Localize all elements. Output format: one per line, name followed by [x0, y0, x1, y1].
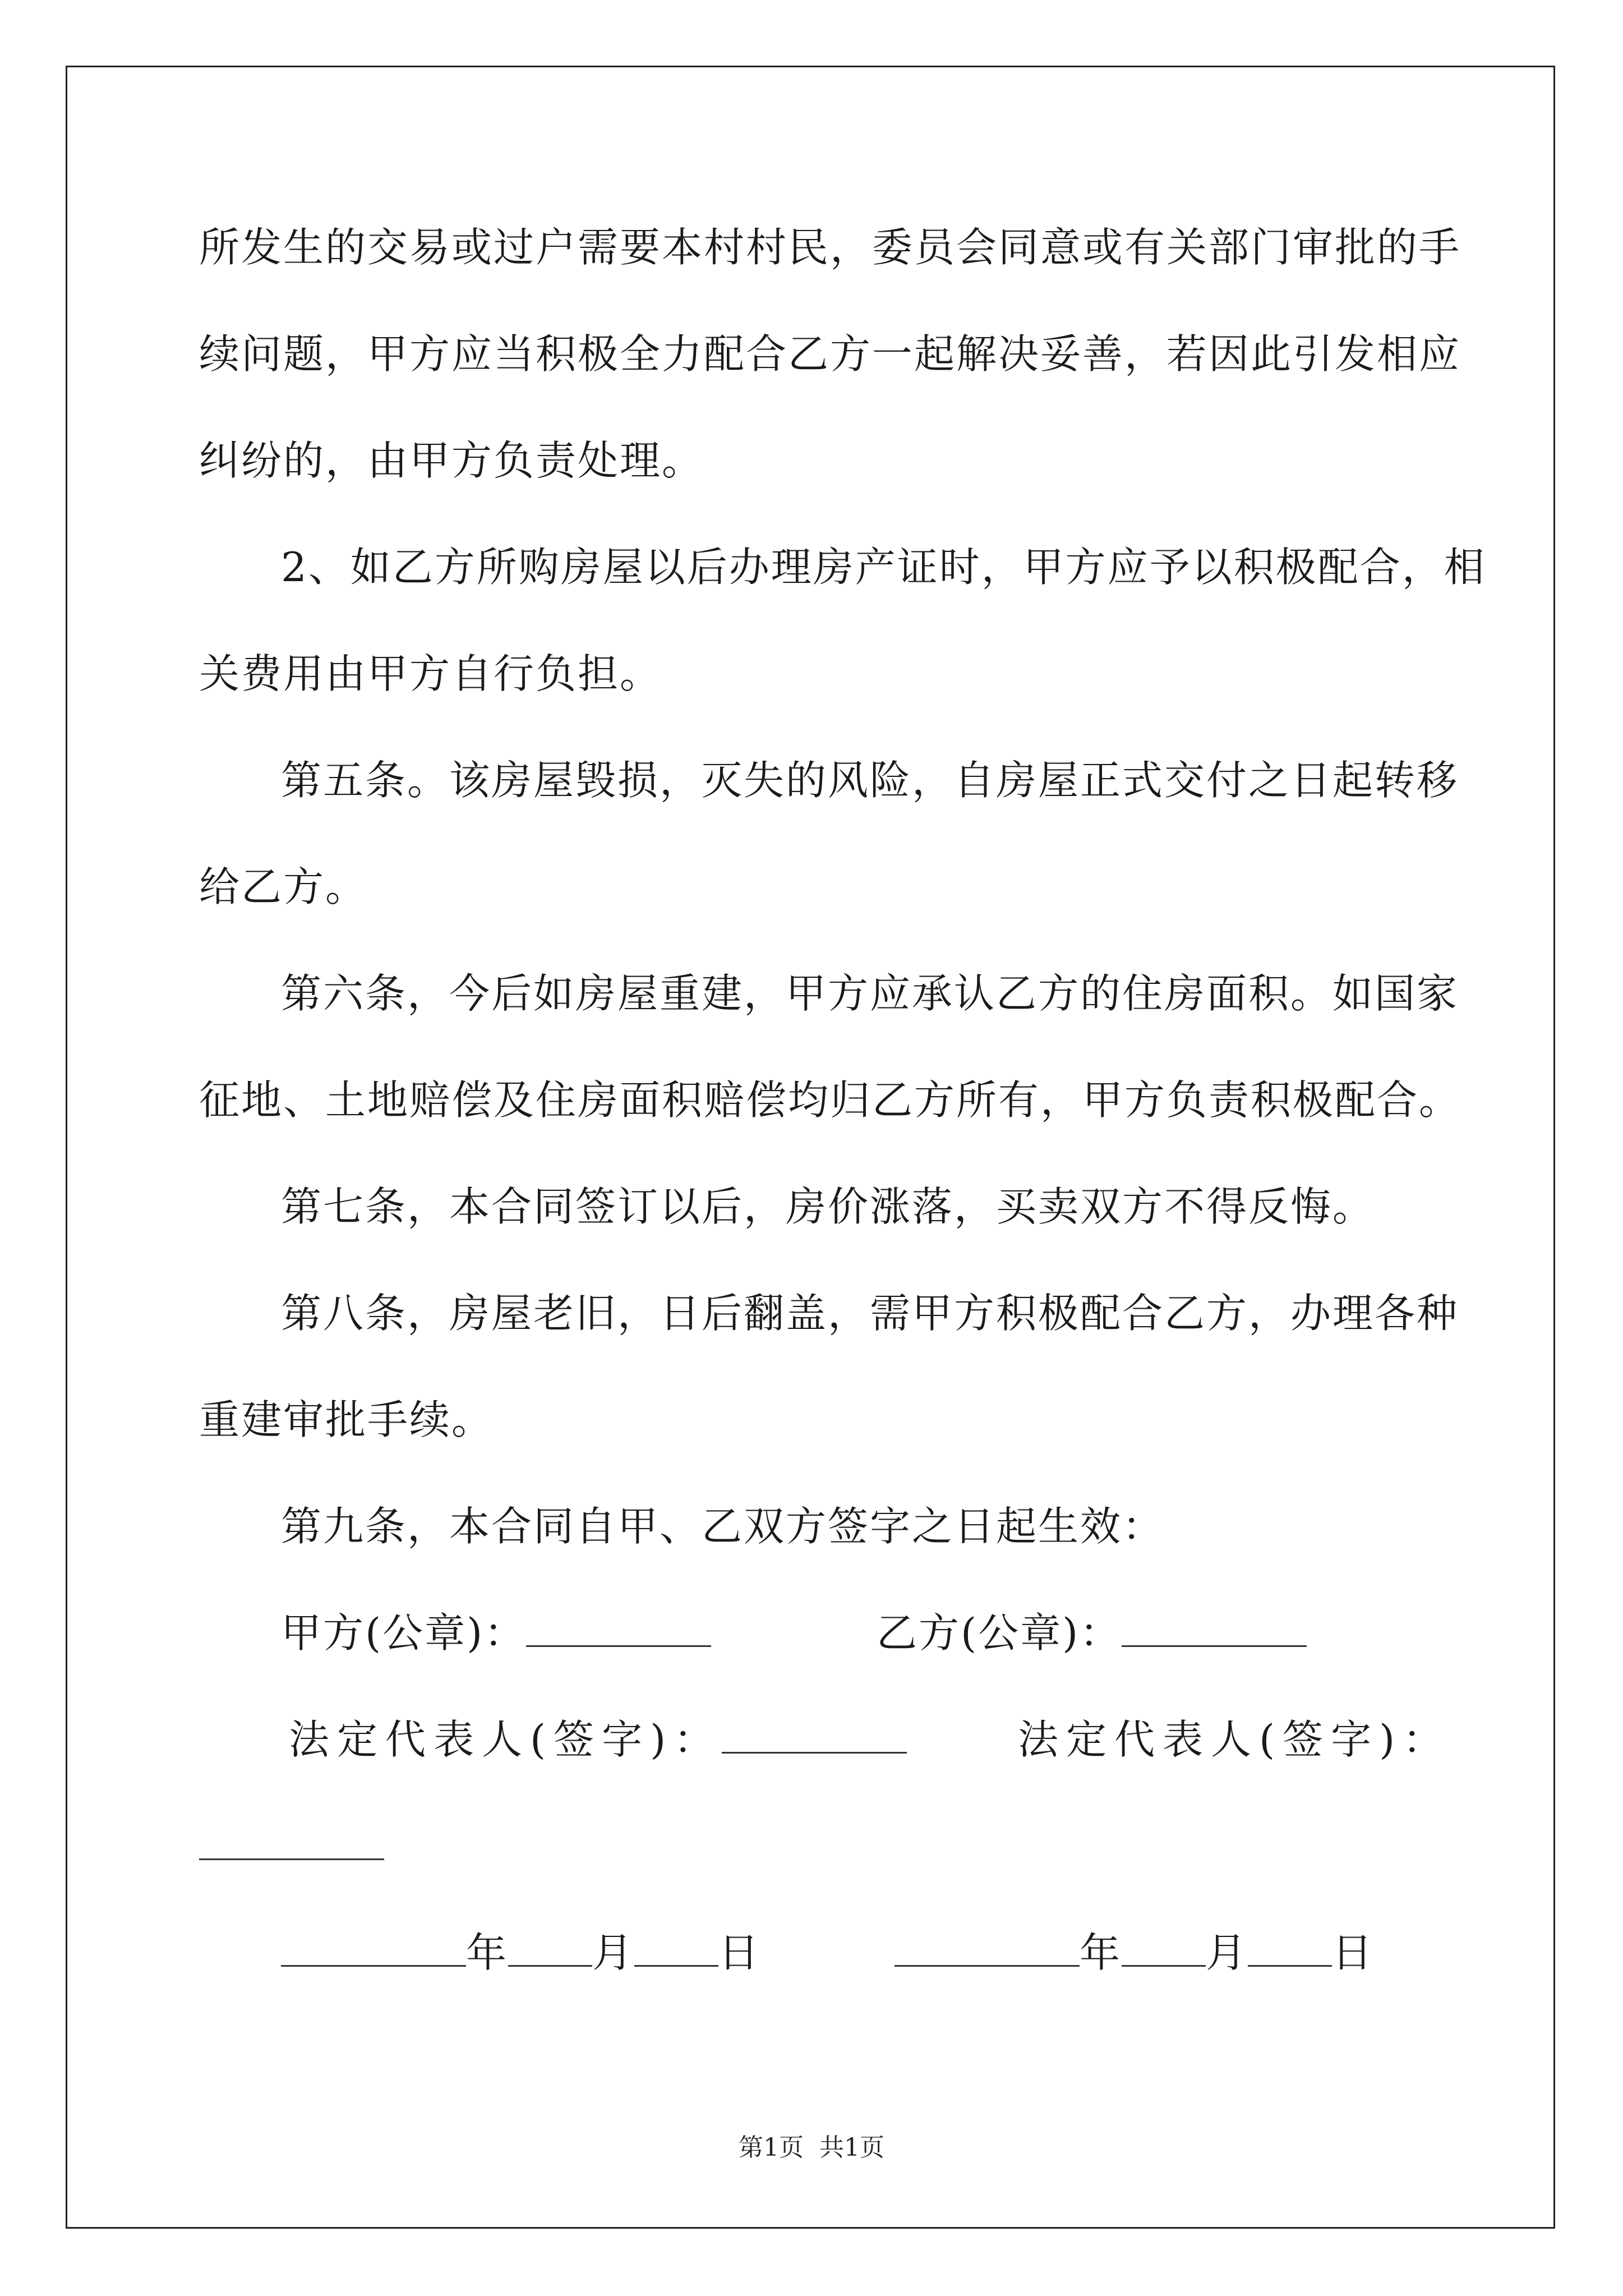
- rep-a-label: 法定代表人(签字)：: [289, 1716, 722, 1763]
- party-a-seal-blank[interactable]: [526, 1613, 711, 1647]
- paragraph-2-line-1: 2、如乙方所购房屋以后办理房产证时，甲方应予以积极配合，相: [281, 544, 1486, 591]
- rep-a-blank[interactable]: [722, 1719, 907, 1754]
- party-b-seal-row: [877, 1609, 1307, 1657]
- article-8-line-1: 第八条，房屋老旧，日后翻盖，需甲方积极配合乙方，办理各种: [281, 1290, 1459, 1337]
- date-a-day-blank[interactable]: [634, 1932, 718, 1967]
- article-5-line-1: 第五条。该房屋毁损，灭失的风险，自房屋正式交付之日起转移: [281, 757, 1459, 804]
- date-b-row: [895, 1929, 1375, 1976]
- date-b-year-blank[interactable]: [895, 1932, 1080, 1967]
- date-a-year-blank[interactable]: [281, 1932, 466, 1967]
- party-b-seal-blank[interactable]: [1122, 1613, 1307, 1647]
- page-footer: [0, 2127, 1623, 2163]
- date-b-day-blank[interactable]: [1248, 1932, 1332, 1967]
- page-number: 第1页: [739, 2133, 804, 2162]
- article-6-line-2: 征地、土地赔偿及住房面积赔偿均归乙方所有，甲方负责积极配合。: [199, 1076, 1461, 1124]
- rep-b-row: [1018, 1716, 1451, 1763]
- paragraph-2-line-2: 关费用由甲方自行负担。: [199, 650, 662, 697]
- date-a-year-label: 年: [466, 1929, 509, 1976]
- rep-b-label: 法定代表人(签字)：: [1018, 1716, 1451, 1763]
- date-a-month-blank[interactable]: [508, 1932, 592, 1967]
- article-5-line-2: 给乙方。: [199, 863, 368, 910]
- article-6-line-1: 第六条，今后如房屋重建，甲方应承认乙方的住房面积。如国家: [281, 970, 1459, 1017]
- article-8-line-2: 重建审批手续。: [199, 1396, 494, 1443]
- date-a-month-label: 月: [592, 1929, 635, 1976]
- date-a-day-label: 日: [718, 1929, 761, 1976]
- rep-a-row: [289, 1716, 907, 1763]
- date-b-month-blank[interactable]: [1122, 1932, 1206, 1967]
- party-b-seal-label: 乙方(公章)：: [877, 1609, 1122, 1657]
- page-border: [66, 66, 1555, 2229]
- party-a-seal-row: [281, 1609, 711, 1657]
- paragraph-1-line-1: 所发生的交易或过户需要本村村民，委员会同意或有关部门审批的手: [199, 224, 1461, 271]
- paragraph-1-line-2: 续问题，甲方应当积极全力配合乙方一起解决妥善，若因此引发相应: [199, 330, 1461, 378]
- date-b-month-label: 月: [1206, 1929, 1248, 1976]
- article-7: 第七条，本合同签订以后，房价涨落，买卖双方不得反悔。: [281, 1183, 1375, 1230]
- date-b-day-label: 日: [1332, 1929, 1375, 1976]
- article-9: 第九条，本合同自甲、乙双方签字之日起生效：: [281, 1503, 1165, 1550]
- rep-b-blank[interactable]: [199, 1826, 384, 1860]
- paragraph-1-line-3: 纠纷的，由甲方负责处理。: [199, 437, 704, 484]
- date-b-year-label: 年: [1080, 1929, 1122, 1976]
- party-a-seal-label: 甲方(公章)：: [281, 1609, 527, 1657]
- date-a-row: [281, 1929, 761, 1976]
- page-total: 共1页: [819, 2133, 884, 2162]
- rep-b-blank-row: [199, 1826, 384, 1866]
